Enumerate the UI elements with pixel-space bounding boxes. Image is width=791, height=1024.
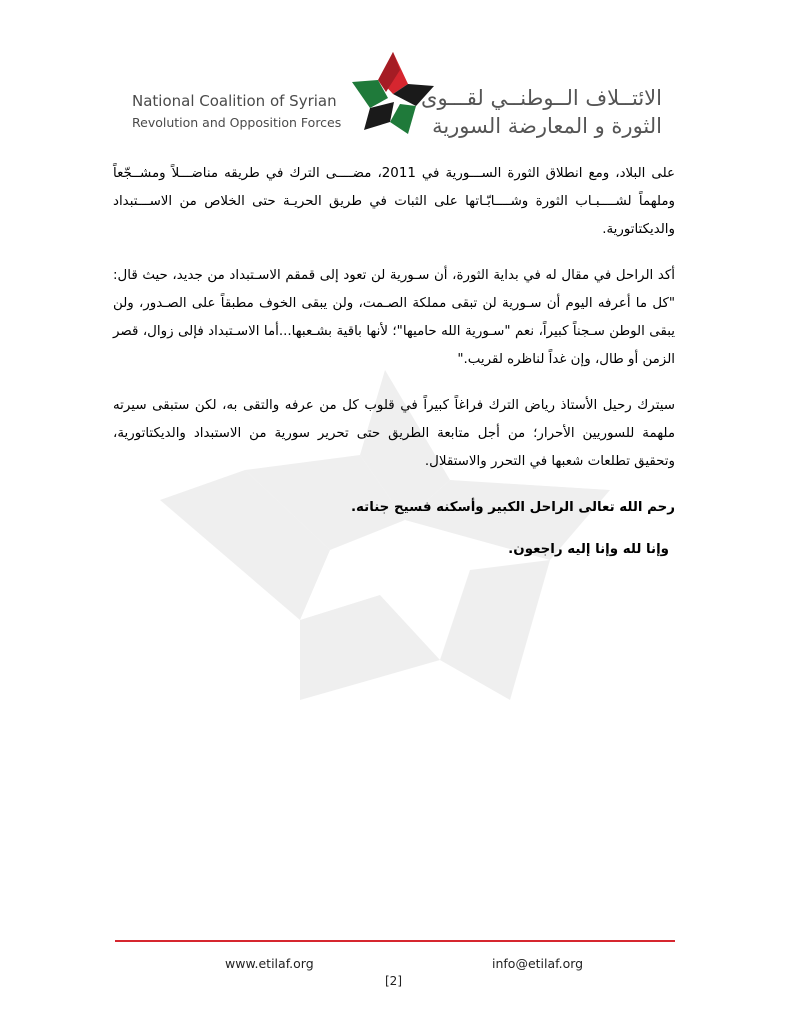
header-arabic-line1: الائتــلاف الــوطنــي لقـــوى xyxy=(421,86,662,110)
paragraph-2: أكد الراحل في مقال له في بداية الثورة، أن سـورية لن تعود إلى قمقم الاسـتبداد من جديد، حيث قال: "كل ما أعرفه اليوم أن سـورية لن تبقى مملكة الصـمت، ولن يبقى الخوف مطبقاً على الصـدور، ولن يبقى الوطن سـجناً كبيراً، نعم "سـورية الله حاميها"؛ لأنها باقية بشـعبها...أما الاسـتبداد فإلى زوال، قصر الزمن أو طال، وإن غداً لناظره لقريب." xyxy=(113,268,675,367)
statement-body xyxy=(113,160,675,578)
page-number: [2] xyxy=(385,974,402,988)
footer-website-link[interactable]: www.etilaf.org xyxy=(225,956,314,971)
header-arabic-line2: الثورة و المعارضة السورية xyxy=(432,114,662,138)
closing-prayer: رحم الله تعالى الراحل الكبير وأسكنه فسيح جناته. xyxy=(350,500,675,515)
header-english-line2: Revolution and Opposition Forces xyxy=(132,115,342,130)
header-arabic xyxy=(418,84,662,140)
paragraph-1: على البلاد، ومع انطلاق الثورة الســـورية في 2011، مضــــى الترك في طريقه مناضـــلاً ومشــجّعاً وملهماً لشــــبـاب الثورة وشــــابّـاتها على الثبات في طريق الحريـة حتى الخلاص من الاســـتبداد والديكتاتورية. xyxy=(113,166,676,237)
footer-email-link[interactable]: info@etilaf.org xyxy=(492,956,584,971)
closing-verse: وإنا لله وإنا إليه راجعون. xyxy=(508,542,669,557)
paragraph-3: سيترك رحيل الأستاذ رياض الترك فراغاً كبيراً في قلوب كل من عرفه والتقى به، لكن ستبقى سيرته ملهمة للسوريين الأحرار؛ من أجل متابعة الطريق حتى تحرير سورية من الاستبداد والديكتاتورية، وتحقيق تطلعات شعبها في التحرر والاستقلال. xyxy=(113,398,675,469)
footer-rule xyxy=(115,940,675,942)
header-english-line1: National Coalition of Syrian xyxy=(132,92,337,110)
header-english xyxy=(132,90,344,134)
